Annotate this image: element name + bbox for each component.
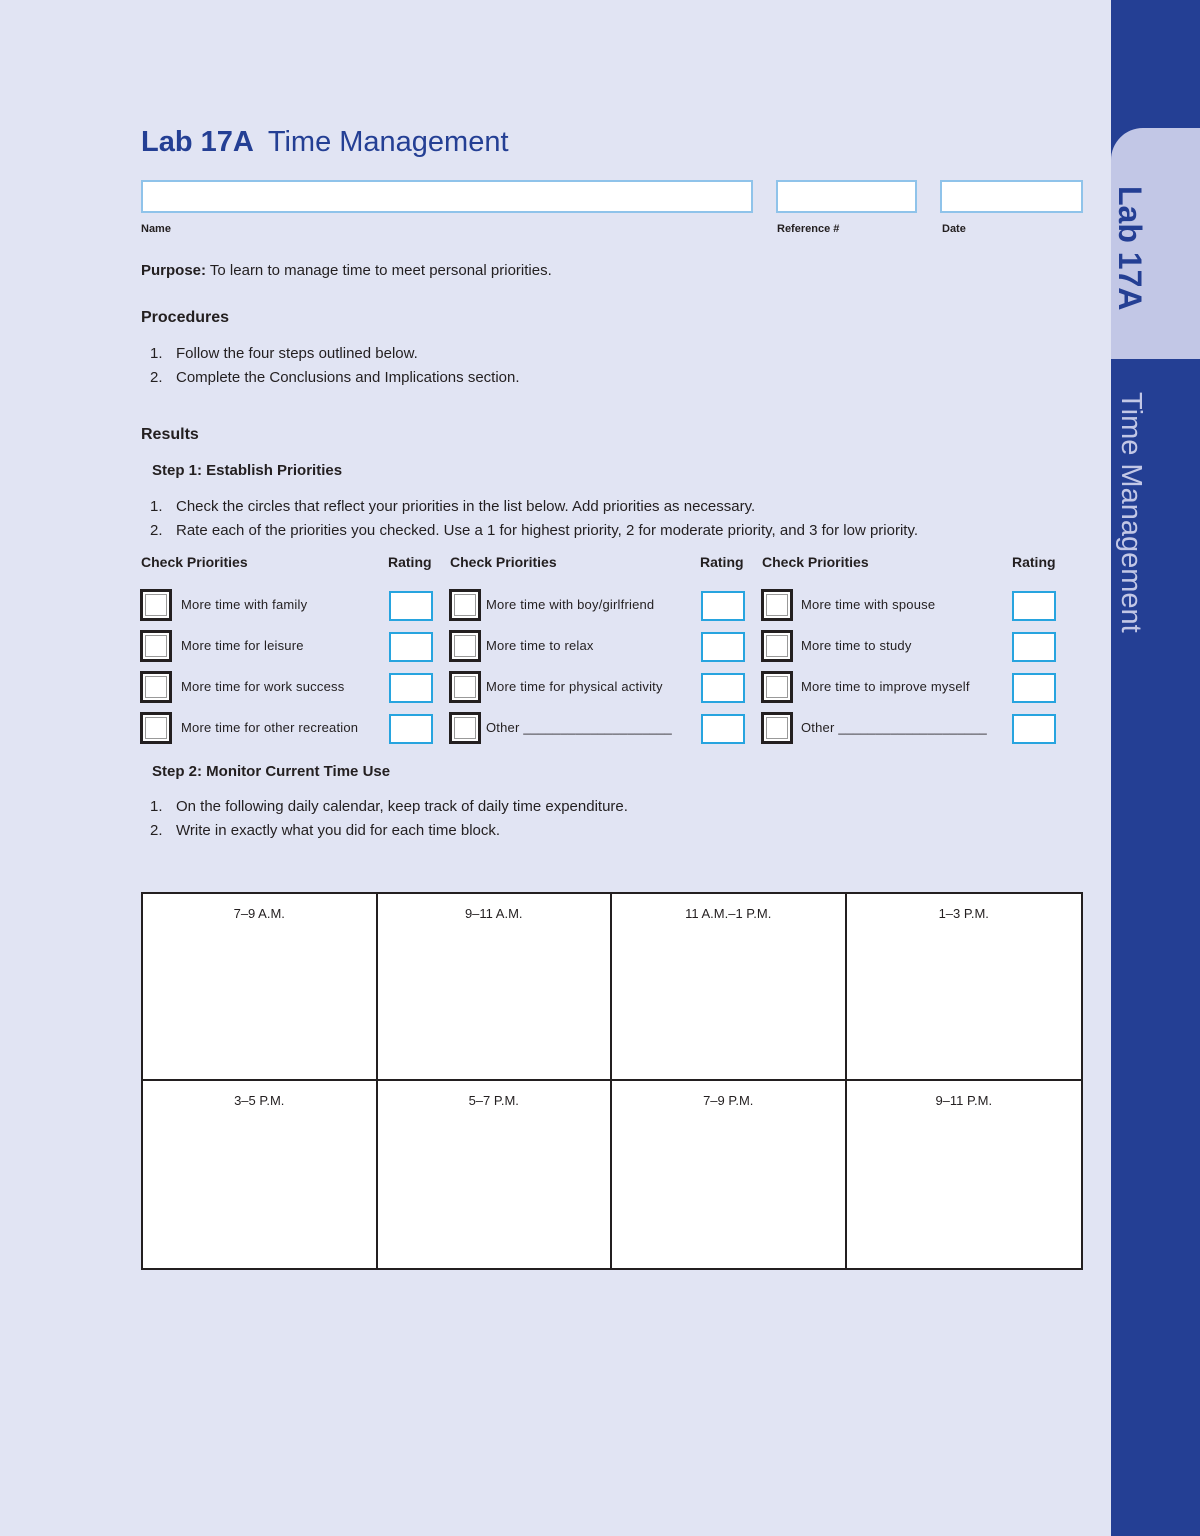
- list-item: 2. Rate each of the priorities you checked. Use a 1 for highest priority, 2 for moderate priority, and 3 for low priority.: [150, 522, 919, 539]
- col-rating-header: Rating: [1012, 554, 1056, 570]
- time-block[interactable]: [378, 894, 613, 1081]
- page-title: [141, 126, 509, 159]
- priority-label: Other ____________________: [801, 720, 987, 735]
- time-block[interactable]: [847, 1081, 1082, 1268]
- purpose-text: To learn to manage time to meet personal priorities.: [206, 262, 552, 279]
- priority-checkbox[interactable]: [761, 630, 793, 662]
- priority-checkbox[interactable]: [140, 671, 172, 703]
- rating-box[interactable]: [701, 632, 745, 662]
- col-check-header: Check Priorities: [141, 554, 248, 570]
- procedures-list: [150, 342, 520, 390]
- list-item: 1. Check the circles that reflect your priorities in the list below. Add priorities as necessary.: [150, 498, 756, 515]
- daily-calendar: [141, 892, 1083, 1270]
- purpose: [141, 262, 552, 279]
- time-block-label: 5–7 P.M.: [468, 1093, 519, 1108]
- priority-checkbox[interactable]: [140, 712, 172, 744]
- list-item: 2. Write in exactly what you did for each time block.: [150, 822, 501, 839]
- purpose-label: Purpose:: [141, 262, 207, 279]
- priority-label: More time for other recreation: [181, 720, 359, 735]
- time-block-label: 3–5 P.M.: [234, 1093, 285, 1108]
- rating-box[interactable]: [389, 714, 433, 744]
- date-label: Date: [942, 223, 966, 235]
- priority-checkbox[interactable]: [449, 589, 481, 621]
- priority-label: More time for leisure: [181, 638, 304, 653]
- col-rating-header: Rating: [388, 554, 432, 570]
- col-rating-header: Rating: [700, 554, 744, 570]
- procedures-heading: Procedures: [141, 309, 230, 326]
- sidebar-lab-label: Lab 17A: [1112, 186, 1148, 311]
- name-label: Name: [141, 223, 171, 235]
- time-block-label: 9–11 P.M.: [935, 1093, 993, 1108]
- results-heading: Results: [141, 426, 199, 443]
- rating-box[interactable]: [1012, 632, 1056, 662]
- priority-label: More time with family: [181, 597, 308, 612]
- time-block[interactable]: [378, 1081, 613, 1268]
- priority-label: More time with spouse: [801, 597, 936, 612]
- priority-checkbox[interactable]: [140, 589, 172, 621]
- priority-label: More time to improve myself: [801, 679, 970, 694]
- col-check-header: Check Priorities: [450, 554, 557, 570]
- priority-checkbox[interactable]: [761, 671, 793, 703]
- step1-list: [150, 495, 918, 543]
- reference-label: Reference #: [777, 223, 840, 235]
- time-block[interactable]: [143, 894, 378, 1081]
- priority-checkbox[interactable]: [761, 589, 793, 621]
- priority-checkbox[interactable]: [761, 712, 793, 744]
- priority-checkbox[interactable]: [449, 630, 481, 662]
- rating-box[interactable]: [701, 714, 745, 744]
- priority-label: More time to relax: [486, 638, 594, 653]
- lab-title: Time Management: [267, 126, 509, 158]
- list-item: 2. Complete the Conclusions and Implications section.: [150, 369, 520, 386]
- priority-checkbox[interactable]: [140, 630, 172, 662]
- reference-field[interactable]: [776, 180, 917, 213]
- priority-checkbox[interactable]: [449, 671, 481, 703]
- rating-box[interactable]: [1012, 714, 1056, 744]
- time-block-label: 11 A.M.–1 P.M.: [685, 906, 772, 921]
- time-block[interactable]: [612, 1081, 847, 1268]
- name-field[interactable]: [141, 180, 753, 213]
- list-item: 1. On the following daily calendar, keep track of daily time expenditure.: [150, 798, 628, 815]
- step1-heading: Step 1: Establish Priorities: [152, 462, 343, 479]
- time-block[interactable]: [143, 1081, 378, 1268]
- rating-box[interactable]: [701, 673, 745, 703]
- rating-box[interactable]: [389, 632, 433, 662]
- time-block-label: 7–9 P.M.: [703, 1093, 754, 1108]
- rating-box[interactable]: [389, 673, 433, 703]
- rating-box[interactable]: [1012, 591, 1056, 621]
- priority-label: More time for work success: [181, 679, 345, 694]
- time-block-label: 9–11 A.M.: [464, 906, 523, 921]
- priority-label: More time with boy/girlfriend: [486, 597, 655, 612]
- priority-label: More time for physical activity: [486, 679, 663, 694]
- sidebar-title: Time Management: [1115, 392, 1147, 633]
- time-block[interactable]: [612, 894, 847, 1081]
- priority-label: More time to study: [801, 638, 912, 653]
- time-block-label: 1–3 P.M.: [938, 906, 989, 921]
- step2-heading: Step 2: Monitor Current Time Use: [152, 763, 391, 780]
- lab-number: Lab 17A: [141, 126, 254, 158]
- step2-list: [150, 795, 628, 843]
- col-check-header: Check Priorities: [762, 554, 869, 570]
- rating-box[interactable]: [701, 591, 745, 621]
- rating-box[interactable]: [389, 591, 433, 621]
- time-block[interactable]: [847, 894, 1082, 1081]
- time-block-label: 7–9 A.M.: [233, 906, 285, 921]
- priority-checkbox[interactable]: [449, 712, 481, 744]
- date-field[interactable]: [940, 180, 1083, 213]
- rating-box[interactable]: [1012, 673, 1056, 703]
- priority-label: Other ____________________: [486, 720, 672, 735]
- list-item: 1. Follow the four steps outlined below.: [150, 345, 418, 362]
